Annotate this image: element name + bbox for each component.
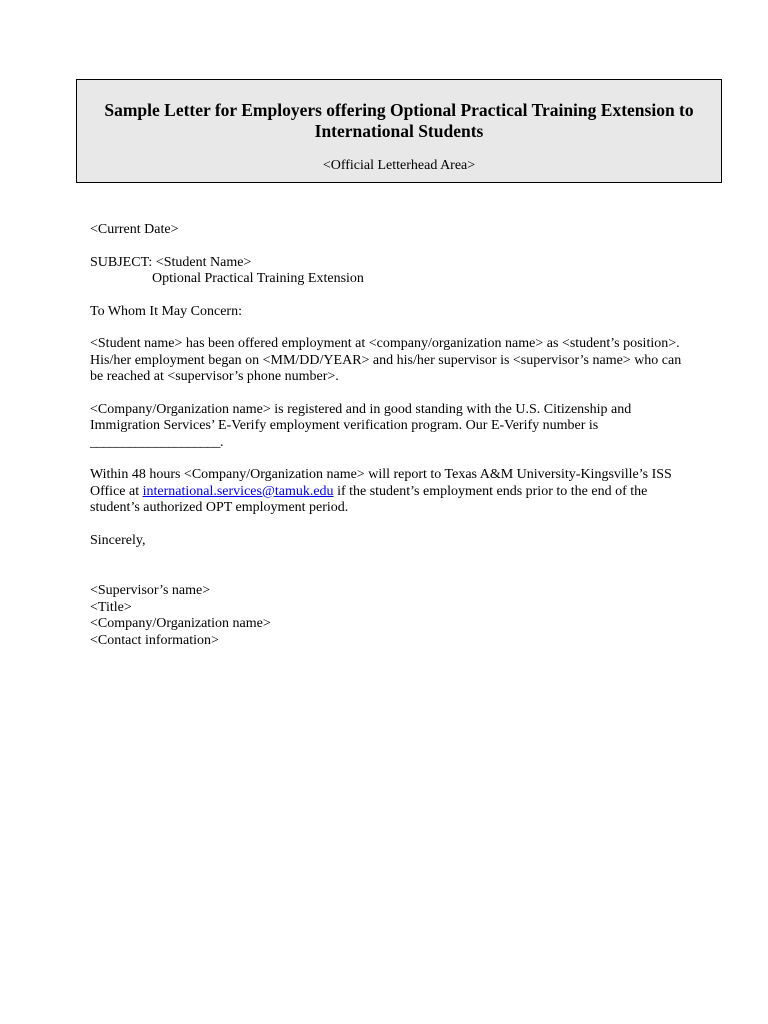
paragraph-everify [90, 402, 690, 452]
subject-student-name: <Student Name> [155, 254, 252, 270]
letterhead-box [76, 79, 722, 183]
paragraph-reporting [90, 467, 690, 517]
letterhead-placeholder: <Official Letterhead Area> [322, 158, 476, 173]
reporting-text-before: Within 48 hours <Company/Organization name> will report to Texas A&M University-Kingsville’s ISS Office at [90, 467, 672, 499]
everify-text: <Company/Organization name> is registered and in good standing with the U.S. Citizenship and Immigration Services’ E-Verify employment verification program. Our E-Verify number is [90, 401, 632, 433]
paragraph-employment: <Student name> has been offered employment at <company/organization name> as <student’s position>. His/her employment began on <MM/DD/YEAR> and his/her supervisor is <supervisor’s name> who can be reached at <supervisor’s phone number>. [90, 336, 682, 384]
signature-contact: <Contact information> [90, 632, 219, 648]
document-title: Sample Letter for Employers offering Optional Practical Training Extension to International Students [104, 100, 694, 141]
reporting-text-after: if the student’s employment ends prior to the end of the student’s authorized OPT employment period. [90, 483, 648, 515]
current-date: <Current Date> [90, 222, 179, 237]
everify-number-blank: ____________________. [90, 434, 223, 450]
iss-email-link[interactable]: international.services@tamuk.edu [142, 483, 334, 499]
subject-line [90, 255, 690, 272]
signature-title: <Title> [90, 599, 132, 615]
letter-body [90, 222, 690, 649]
signature-name: <Supervisor’s name> [90, 583, 211, 598]
subject-label: SUBJECT: [90, 254, 153, 270]
signature-company: <Company/Organization name> [90, 616, 271, 631]
closing: Sincerely, [90, 532, 146, 548]
salutation: To Whom It May Concern: [90, 303, 242, 319]
subject-topic: Optional Practical Training Extension [152, 271, 364, 286]
